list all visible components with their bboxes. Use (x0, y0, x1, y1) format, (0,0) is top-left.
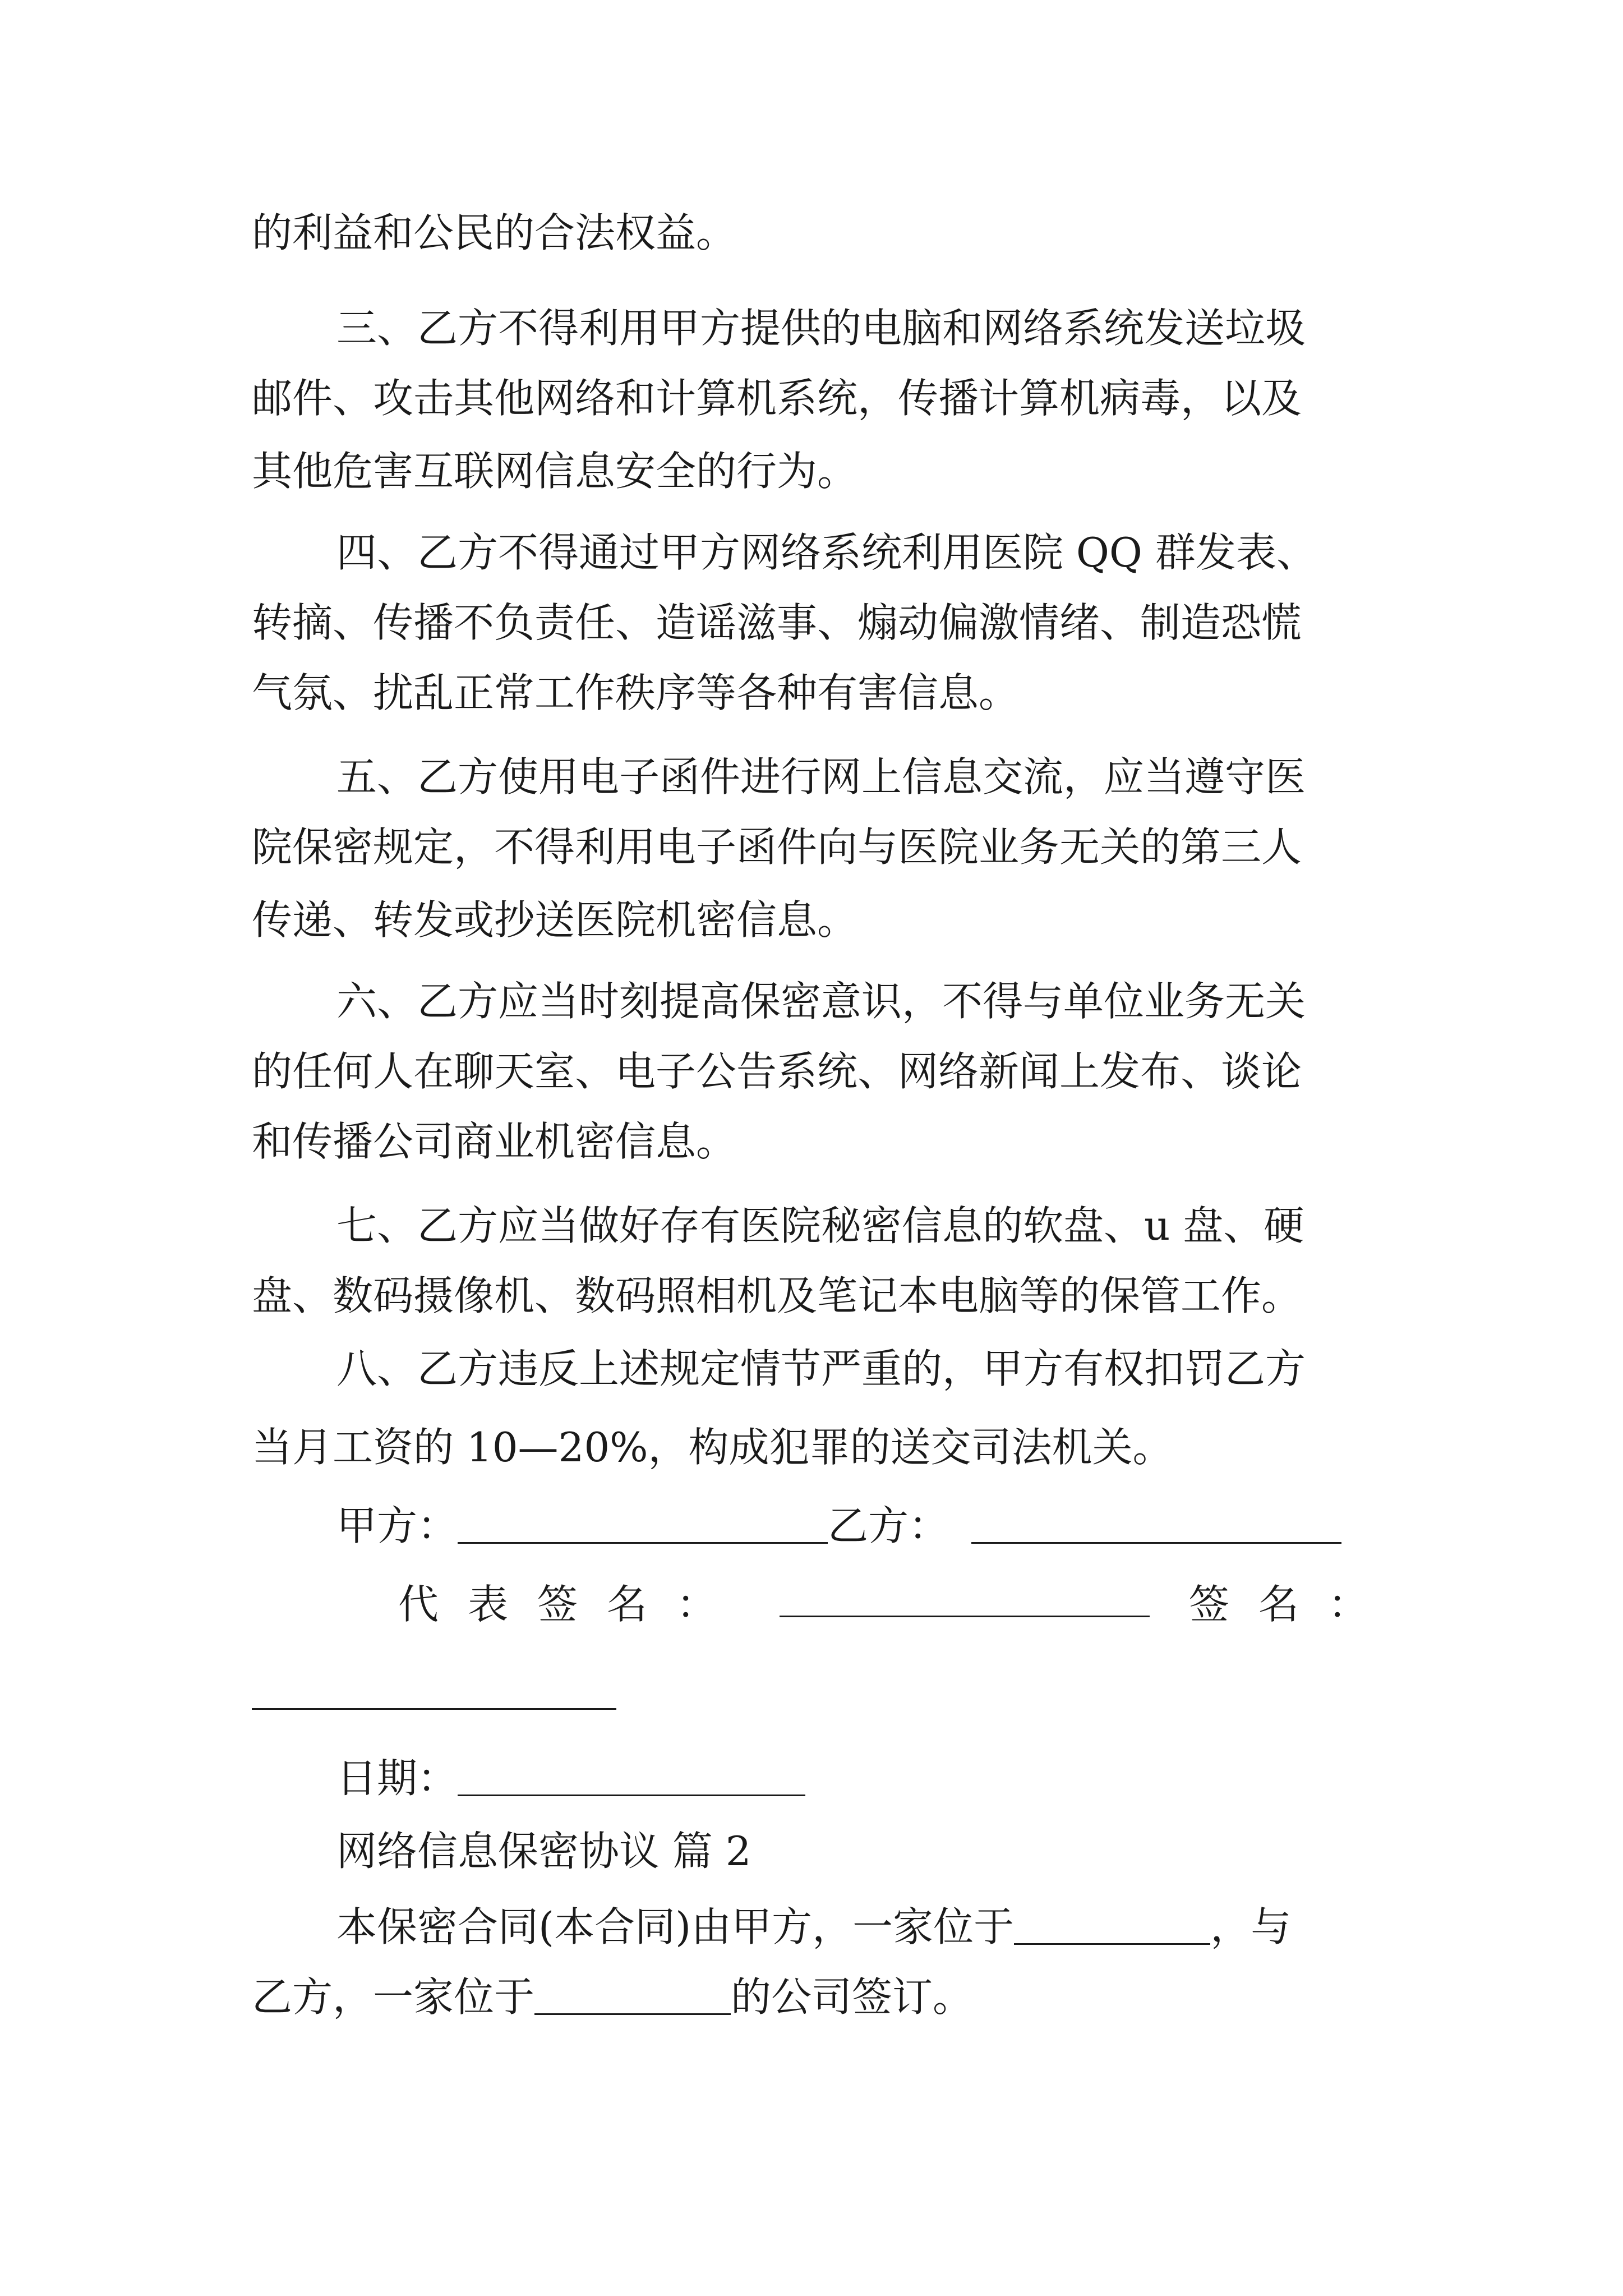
body-line: 七、乙方应当做好存有医院秘密信息的软盘、u 盘、硬 (336, 1202, 1304, 1249)
rep-sign-label: 代表签名： (398, 1581, 746, 1628)
body-line: 院保密规定，不得利用电子函件向与医院业务无关的第三人 (252, 823, 1302, 871)
body-line: 四、乙方不得通过甲方网络系统利用医院 QQ 群发表、 (336, 529, 1317, 576)
date-row (336, 1750, 805, 1806)
body-line: 传递、转发或抄送医院机密信息。 (252, 896, 858, 944)
body-line: 的利益和公民的合法权益。 (252, 209, 737, 256)
section-intro-line-1 (336, 1899, 1291, 1955)
intro-text-1: 本保密合同(本合同)由甲方，一家位于 (336, 1903, 1015, 1950)
party-b-label: 乙方： (828, 1502, 949, 1549)
rep-signature-line[interactable] (780, 1576, 1150, 1617)
signature-row-representatives (398, 1576, 746, 1632)
body-line: 六、乙方应当时刻提高保密意识，不得与单位业务无关 (336, 978, 1306, 1025)
section-title: 网络信息保密协议 篇 2 (336, 1828, 751, 1875)
section-intro-line-2 (252, 1969, 973, 2025)
signature-row-parties (336, 1498, 1341, 1554)
body-line: 当月工资的 10—20%，构成犯罪的送交司法机关。 (252, 1424, 1173, 1471)
body-line: 盘、数码摄像机、数码照相机及笔记本电脑等的保管工作。 (252, 1272, 1302, 1319)
intro-text-3: 乙方，一家位于 (252, 1973, 535, 2021)
body-line: 其他危害互联网信息安全的行为。 (252, 448, 858, 495)
body-line: 和传播公司商业机密信息。 (252, 1118, 737, 1165)
location-a-blank[interactable] (1014, 1904, 1210, 1945)
body-line: 五、乙方使用电子函件进行网上信息交流，应当遵守医 (336, 753, 1306, 800)
sign-signature-line[interactable] (252, 1669, 616, 1710)
intro-text-4: 的公司签订。 (731, 1973, 974, 2021)
body-line: 邮件、攻击其他网络和计算机系统，传播计算机病毒，以及 (252, 375, 1302, 422)
date-label: 日期： (336, 1755, 458, 1802)
party-b-signature-line[interactable] (971, 1503, 1341, 1544)
intro-text-2: ，与 (1210, 1903, 1292, 1950)
location-b-blank[interactable] (534, 1974, 731, 2015)
body-line: 八、乙方违反上述规定情节严重的，甲方有权扣罚乙方 (336, 1345, 1306, 1392)
body-line: 转摘、传播不负责任、造谣滋事、煽动偏激情绪、制造恐慌 (252, 599, 1302, 646)
party-a-label: 甲方： (336, 1502, 458, 1549)
party-a-signature-line[interactable] (458, 1503, 828, 1544)
body-line: 的任何人在聊天室、电子公告系统、网络新闻上发布、谈论 (252, 1048, 1302, 1095)
sign-label-row (1189, 1576, 1398, 1632)
body-line: 三、乙方不得利用甲方提供的电脑和网络系统发送垃圾 (336, 305, 1306, 352)
date-line[interactable] (458, 1755, 805, 1796)
sign-label: 签名： (1189, 1581, 1398, 1628)
body-line: 气氛、扰乱正常工作秩序等各种有害信息。 (252, 669, 1020, 716)
